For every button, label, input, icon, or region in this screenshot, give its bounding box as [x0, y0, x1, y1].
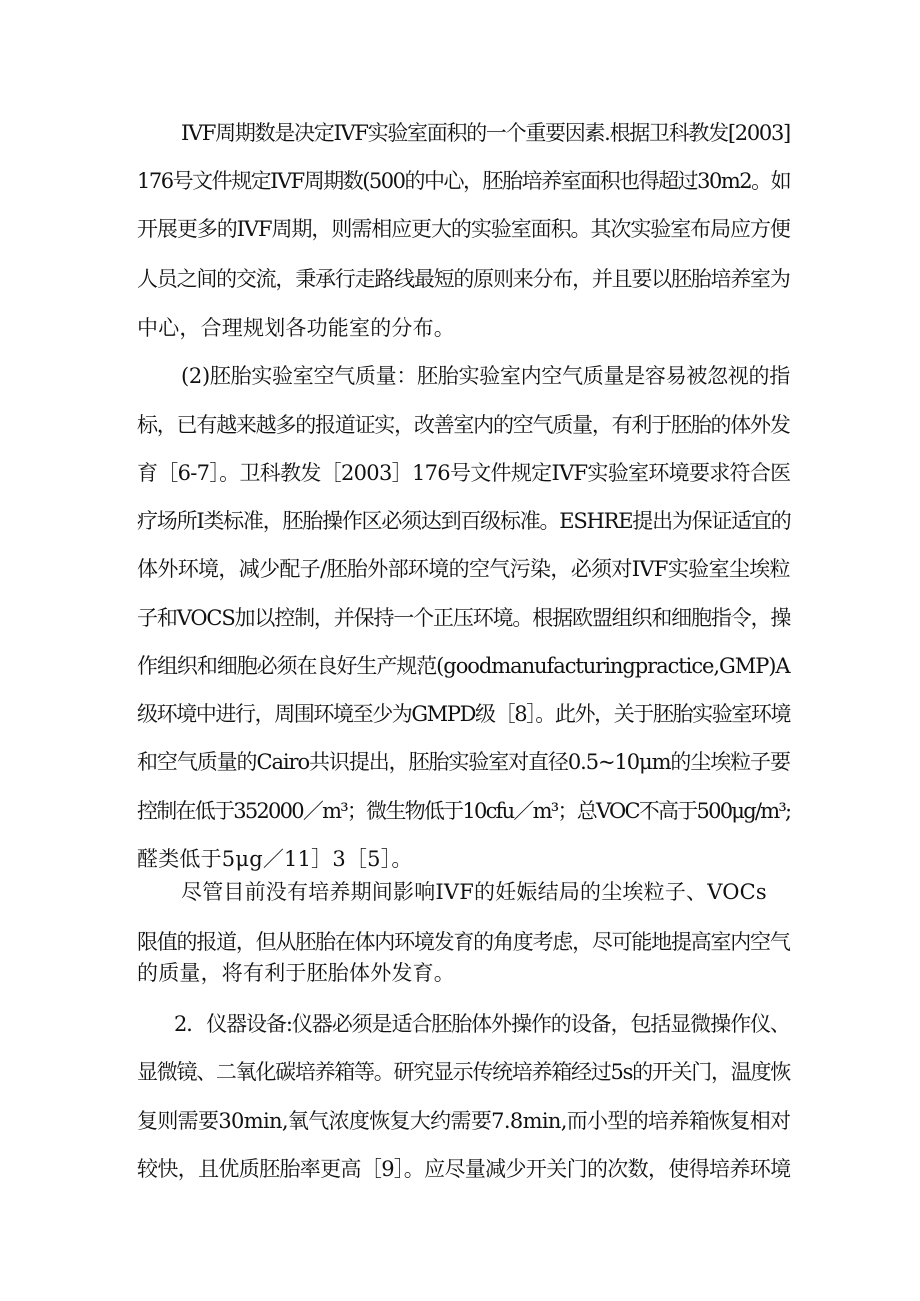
- text-line: 育［6-7］。卫科教发［2003］176号文件规定IVF实验室环境要求符合医: [137, 461, 791, 485]
- text-line: 176号文件规定IVF周期数(500的中心，胚胎培养室面积也得超过30m2。如: [137, 169, 791, 193]
- text-line: 的质量，将有利于胚胎体外发育。: [137, 961, 455, 985]
- text-line: 较快，且优质胚胎率更高［9］。应尽量减少开关门的次数，使得培养环境: [137, 1157, 791, 1181]
- text-line: 限值的报道，但从胚胎在体内环境发育的角度考虑，尽可能地提高室内空气: [137, 930, 790, 954]
- text-line: 级环境中进行，周围环境至少为GMPD级［8］。此外，关于胚胎实验室环境: [137, 702, 791, 726]
- text-line: 标，已有越来越多的报道证实，改善室内的空气质量，有利于胚胎的体外发: [137, 413, 790, 437]
- text-line: 开展更多的IVF周期，则需相应更大的实验室面积。其次实验室布局应方便: [137, 217, 790, 241]
- text-line: 控制在低于352000／m³；微生物低于10cfu／m³；总VOC不高于500μg/m³;: [137, 799, 791, 823]
- text-line: 体外环境，减少配子/胚胎外部环境的空气污染，必须对IVF实验室尘埃粒: [137, 557, 790, 581]
- text-line: 尽管目前没有培养期间影响IVF的妊娠结局的尘埃粒子、VOCs: [181, 880, 767, 904]
- text-line: (2)胚胎实验室空气质量：胚胎实验室内空气质量是容易被忽视的指: [181, 364, 790, 388]
- text-line: 中心，合理规划各功能室的分布。: [137, 316, 455, 340]
- text-line: 醛类低于5μg／11］3［5］。: [137, 847, 413, 871]
- text-line: 子和VOCS加以控制，并保持一个正压环境。根据欧盟组织和细胞指令，操: [137, 606, 791, 630]
- text-line: 人员之间的交流，秉承行走路线最短的原则来分布，并且要以胚胎培养室为: [137, 267, 790, 291]
- text-line: 2．仪器设备:仪器必须是适合胚胎体外操作的设备，包括显微操作仪、: [174, 1012, 790, 1036]
- text-line: 复则需要30min,氧气浓度恢复大约需要7.8min,而小型的培养箱恢复相对: [137, 1109, 791, 1133]
- text-line: IVF周期数是决定IVF实验室面积的一个重要因素.根据卫科教发[2003]: [181, 121, 790, 145]
- text-line: 作组织和细胞必须在良好生产规范(goodmanufacturingpractice,GMP)A: [137, 654, 790, 678]
- text-line: 和空气质量的Cairo共识提出，胚胎实验室对直径0.5~10μm的尘埃粒子要: [137, 750, 790, 774]
- text-line: 显微镜、二氧化碳培养箱等。研究显示传统培养箱经过5s的开关门，温度恢: [137, 1060, 790, 1084]
- text-line: 疗场所I类标准，胚胎操作区必须达到百级标准。ESHRE提出为保证适宜的: [137, 509, 791, 533]
